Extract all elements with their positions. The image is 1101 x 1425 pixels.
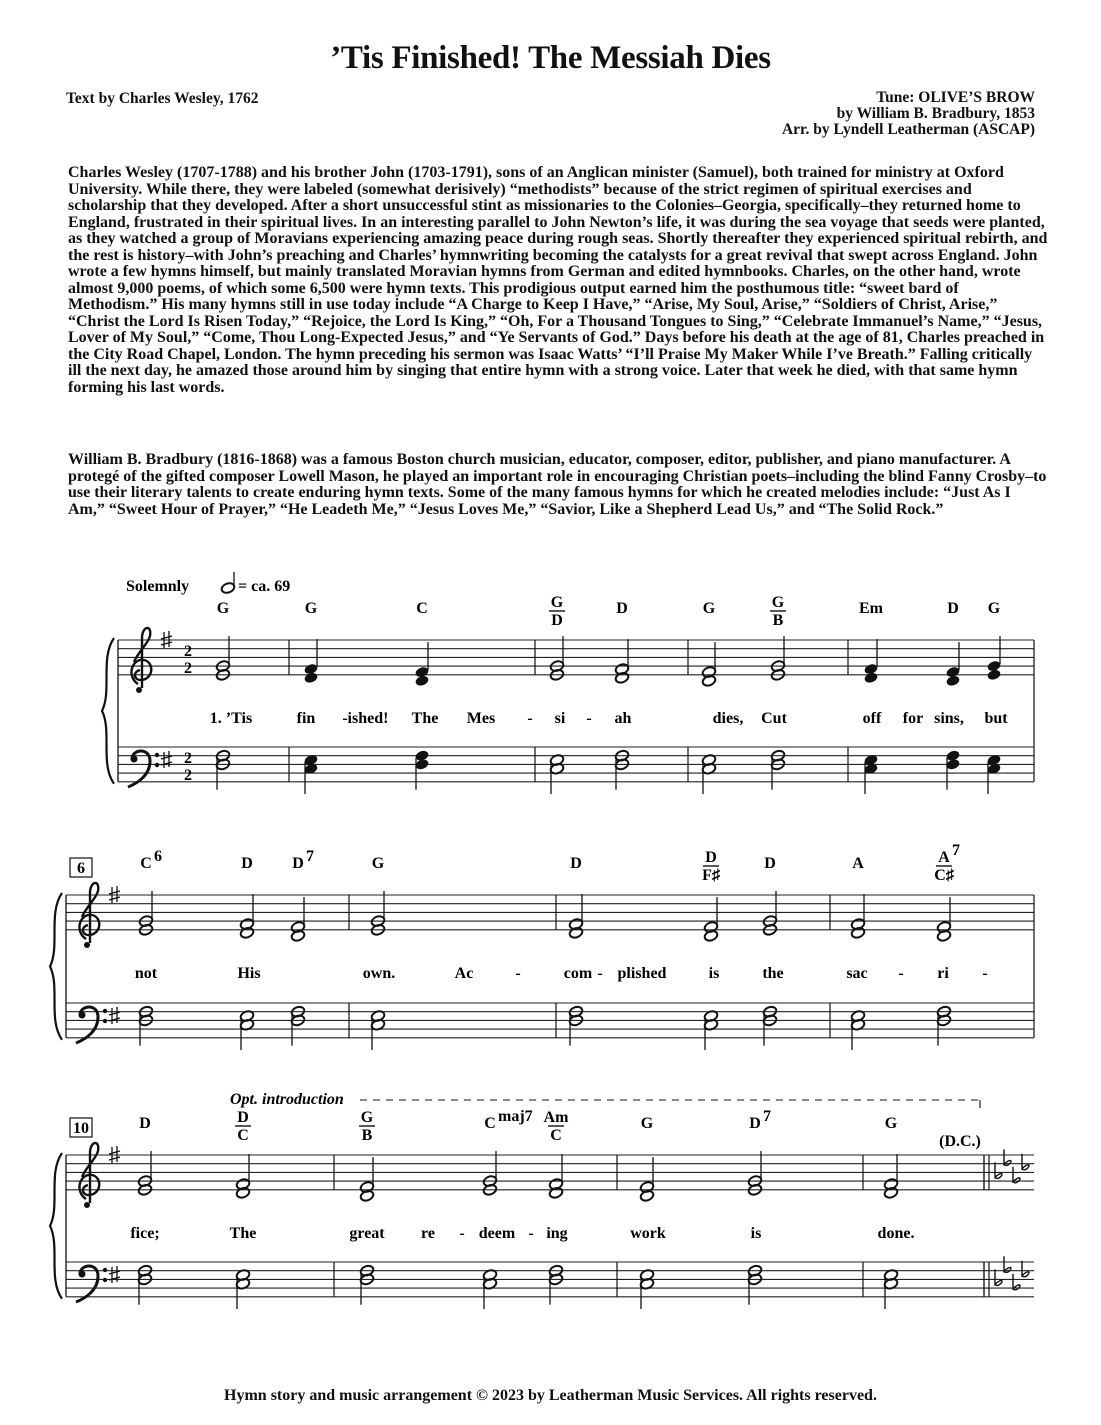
text-credit: Text by Charles Wesley, 1762 [66, 90, 259, 107]
lyric-syllable: ri [937, 965, 949, 982]
intro-label: Opt. introduction [230, 1091, 344, 1108]
tempo-word: Solemnly [126, 578, 190, 595]
lyric-syllable: com [563, 965, 593, 982]
system-1 [102, 594, 1034, 794]
lyric-syllable: for [902, 710, 924, 727]
system-2 [50, 842, 1034, 1050]
lyric-syllable: Ac [454, 965, 474, 982]
lyric-syllable: is [708, 965, 720, 982]
chord-symbol: D [947, 600, 959, 617]
chord-symbol: D [570, 855, 582, 872]
copyright-footer: Hymn story and music arrangement © 2023 by Leatherman Music Services. All rights reserved. [224, 1387, 877, 1404]
time-signature-bottom: 2 [184, 767, 192, 784]
chord-symbol: D [237, 1109, 249, 1126]
chord-symbol: D [616, 600, 628, 617]
score-layer [50, 572, 1034, 1309]
system-3 [50, 1108, 1034, 1309]
composer-credit: by William B. Bradbury, 1853 [836, 105, 1035, 122]
lyric-syllable: great [349, 1225, 385, 1242]
lyric-syllable: Mes [466, 710, 496, 727]
measure-number: 10 [73, 1120, 89, 1137]
chord-symbol: G [640, 1115, 654, 1132]
lyric-syllable: is [750, 1225, 762, 1242]
chord-symbol: G [987, 600, 1001, 617]
sharp-icon [109, 1007, 120, 1024]
flat-icon [1004, 1149, 1011, 1165]
flat-icon [1022, 1154, 1029, 1170]
lyric-syllable: ished! [347, 710, 389, 727]
chord-symbol: A [852, 855, 864, 872]
lyric-syllable: the [762, 965, 784, 982]
chord-bass: B [772, 612, 784, 629]
chord-symbol: G [884, 1115, 898, 1132]
flat-icon [1013, 1167, 1020, 1183]
chord-symbol: G [360, 1109, 374, 1126]
chord-bass: C [550, 1127, 562, 1144]
treble-note [303, 671, 318, 684]
lyric-syllable: re [421, 1225, 435, 1242]
flat-icon [1022, 1261, 1029, 1277]
chord-bass: B [361, 1127, 373, 1144]
lyric-syllable: - [982, 965, 988, 982]
lyric-syllable: own. [362, 965, 396, 982]
chord-symbol: G [304, 600, 318, 617]
treble-note [945, 674, 960, 687]
chord-bass: F♯ [702, 867, 720, 884]
lyric-syllable: ah [614, 710, 632, 727]
lyric-syllable: si [554, 710, 566, 727]
measure-number: 6 [77, 860, 85, 877]
page-title: ’Tis Finished! The Messiah Dies [330, 40, 771, 76]
flat-icon [995, 1162, 1002, 1178]
lyric-syllable: off [862, 710, 882, 727]
chord-symbol: A [938, 849, 950, 866]
chord-bass: D [551, 612, 563, 629]
lyric-syllable: - [898, 965, 904, 982]
chord-symbol: D [705, 849, 717, 866]
lyric-syllable: work [630, 1225, 666, 1242]
lyric-syllable: - [586, 710, 592, 727]
chord-symbol: Am [543, 1109, 569, 1126]
lyric-syllable: sins, [934, 710, 964, 727]
lyric-syllable: - [342, 710, 348, 727]
time-signature-top: 2 [184, 643, 192, 660]
chord-extension: 7 [306, 848, 314, 865]
lyric-syllable: plished [617, 965, 667, 982]
chord-symbol: C [416, 600, 428, 617]
lyric-syllable: sac [846, 965, 868, 982]
time-signature-top: 2 [184, 750, 192, 767]
lyric-syllable: - [515, 965, 521, 982]
tempo-value: = ca. 69 [238, 578, 291, 595]
sharp-icon [161, 751, 172, 768]
lyric-syllable: not [134, 965, 158, 982]
story-paragraph-2: William B. Bradbury (1816-1868) was a famous Boston church musician, educator, composer, editor, publisher, and piano manufacturer. A protegé of the gifted composer Lowell Mason, he played an important role in encouraging Christian poets–including the blind Fanny Crosby–to use their literary talents to create enduring hymn texts. Some of the many famous hymns for which he created melodies include: “Just As I Am,” “Sweet Hour of Prayer,” “He Leadeth Me,” “Jesus Loves Me,” “Savior, Like a Shepherd Lead Us,” and “The Solid Rock.” [68, 451, 1047, 518]
chord-extension: 6 [154, 848, 162, 865]
chord-extension: 7 [952, 842, 960, 859]
chord-symbol: G [771, 594, 785, 611]
chord-symbol: D [139, 1115, 151, 1132]
lyric-syllable: dies, [712, 710, 744, 727]
flat-icon [995, 1269, 1002, 1285]
lyric-syllable: 1. ’Tis [209, 710, 253, 727]
treble-clef-icon [79, 1143, 99, 1208]
time-signature-bottom: 2 [184, 660, 192, 677]
brace [102, 638, 114, 784]
brace [50, 1153, 62, 1299]
chord-symbol: G [216, 600, 230, 617]
lyric-syllable: - [597, 965, 603, 982]
lyric-syllable: His [237, 965, 261, 982]
chord-symbol: G [550, 594, 564, 611]
lyric-syllable: - [528, 1225, 534, 1242]
lyric-syllable: - [459, 1225, 465, 1242]
lyric-syllable: The [411, 710, 439, 727]
chord-symbol: D [241, 855, 253, 872]
lyric-syllable: but [984, 710, 1008, 727]
treble-note [863, 671, 878, 684]
chord-symbol: C [484, 1115, 496, 1132]
chord-symbol: D [292, 855, 304, 872]
lyric-syllable: - [527, 710, 533, 727]
lyric-syllable: fin [296, 710, 316, 727]
flat-icon [1004, 1256, 1011, 1272]
lyric-syllable: The [229, 1225, 257, 1242]
lyric-syllable: Cut [761, 710, 787, 727]
chord-symbol: D [749, 1115, 761, 1132]
flat-icon [1013, 1274, 1020, 1290]
story-paragraph-1: Charles Wesley (1707-1788) and his brother John (1703-1791), sons of an Anglican minister (Samuel), both trained for ministry at Oxford University. While there, they were labeled (somewhat derisively) “methodists” because of the strict regimen of spiritual exercises and scholarship that they developed. After a short unsuccessful stint as missionaries to the Colonies–Georgia, specifically–they returned home to England, frustrated in their spiritual lives. In an interesting parallel to John Newton’s life, it was during the sea voyage that seeds were planted, as they watched a group of Moravians experiencing amazing peace during rough seas. Shortly thereafter they experienced spiritual rebirth, and the rest is history–with John’s preaching and Charles’ hymnwriting becoming the catalysts for a great revival that swept across England. John wrote a few hymns himself, but mainly translated Moravian hymns from German and edited hymnbooks. Charles, on the other hand, wrote almost 9,000 poems, of which some 6,500 were hymn texts. This prodigious output earned him the posthumous title: “sweet bard of Methodism.” His many hymns still in use today include “A Charge to Keep I Have,” “Arise, My Soul, Arise,” “Soldiers of Christ, Arise,” “Christ the Lord Is Risen Today,” “Rejoice, the Lord Is King,” “Oh, For a Thousand Tongues to Sing,” “Celebrate Immanuel’s Name,” “Jesus, Lover of My Soul,” “Come, Thou Long-Expected Jesus,” and “Ye Servants of God.” Days before his death at the age of 81, Charles preached in the City Road Chapel, London. The hymn preceding his sermon was Isaac Watts’ “I’ll Praise My Maker While I’ve Breath.” Falling critically ill the next day, he amazed those around him by singing that entire hymn with a strong voice. Later that week he died, with that same hymn forming his last words. [68, 164, 1048, 396]
chord-symbol: C [140, 855, 152, 872]
chord-symbol: Em [859, 600, 883, 617]
arranger-credit: Arr. by Lyndell Leatherman (ASCAP) [781, 121, 1035, 138]
brace [50, 893, 62, 1040]
chord-extension: 7 [763, 1108, 771, 1125]
chord-extension: maj7 [498, 1108, 533, 1125]
dc-label: (D.C.) [939, 1133, 981, 1150]
lyric-syllable: deem [478, 1225, 516, 1242]
chord-bass: C [237, 1127, 249, 1144]
chord-symbol: G [702, 600, 716, 617]
lyric-syllable: ing [546, 1225, 568, 1242]
lyric-syllable: done. [877, 1225, 915, 1242]
tune-credit: Tune: OLIVE’S BROW [876, 89, 1035, 106]
treble-clef-icon [131, 628, 151, 693]
chord-symbol: D [764, 855, 776, 872]
treble-note [414, 674, 429, 687]
chord-symbol: G [371, 855, 385, 872]
sharp-icon [109, 1266, 120, 1283]
lyric-syllable: fice; [130, 1225, 160, 1242]
treble-note [986, 668, 1001, 681]
treble-clef-icon [79, 883, 99, 948]
chord-bass: C♯ [934, 867, 954, 884]
